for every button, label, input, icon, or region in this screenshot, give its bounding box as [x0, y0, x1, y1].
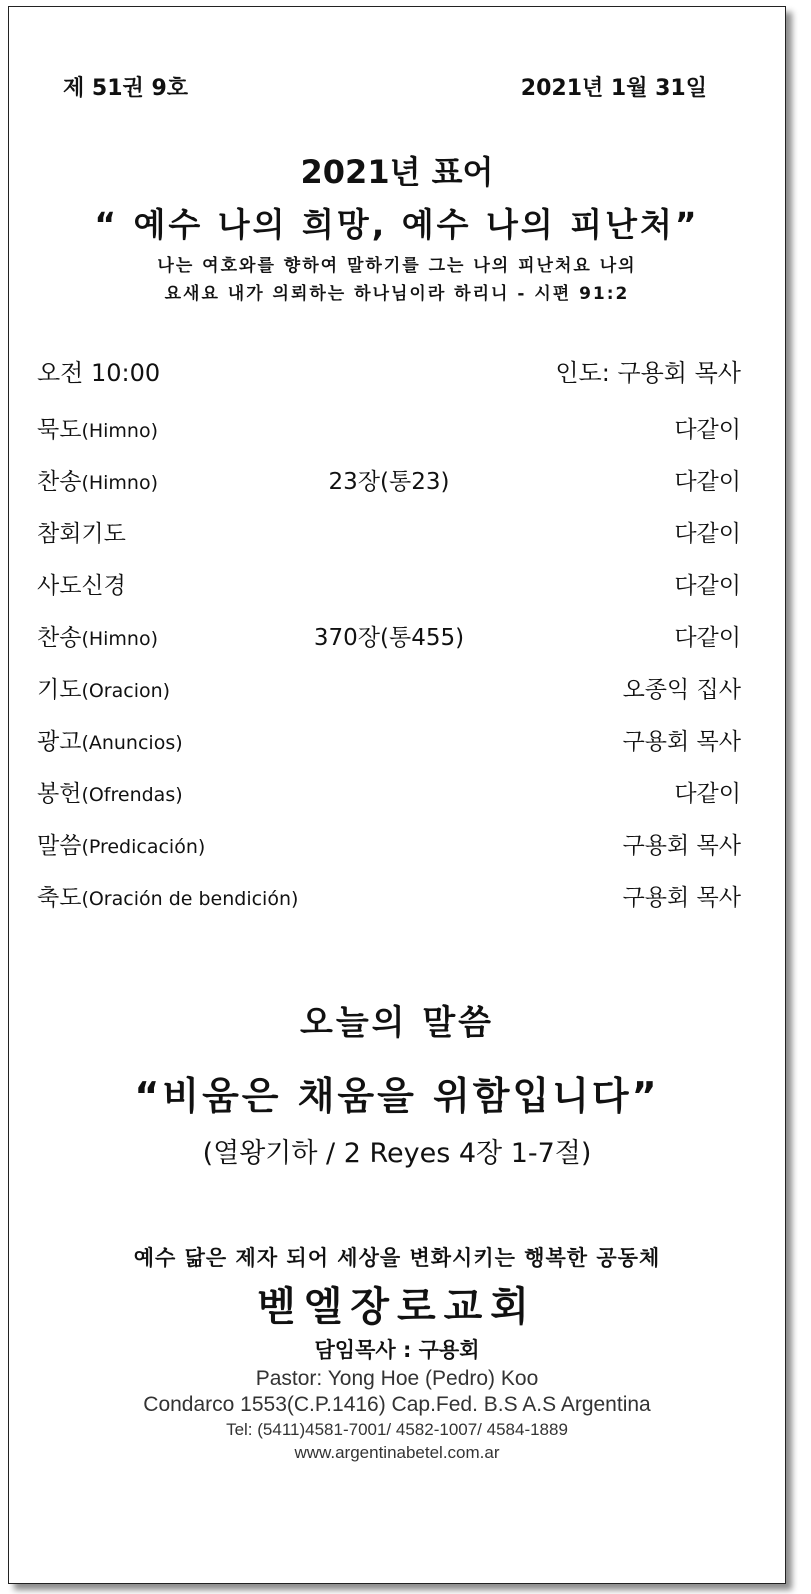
senior-pastor: 담임목사 : 구용회: [314, 1338, 480, 1362]
order-row: [37, 411, 741, 443]
service-time: 오전 10:00: [37, 359, 161, 387]
order-item-name: 말씀(Predicación): [37, 833, 206, 859]
bulletin-page: [8, 6, 786, 1584]
order-item-name: 참회기도: [37, 521, 126, 547]
order-item-person: 다같이: [674, 625, 741, 651]
order-item-hymn: 370장(통455): [313, 625, 465, 651]
church-address: Condarco 1553(C.P.1416) Cap.Fed. B.S A.S Argentina: [143, 1393, 651, 1416]
pastor-name-english: Pastor: Yong Hoe (Pedro) Koo: [255, 1367, 539, 1390]
volume-number: 제 51권 9호: [63, 76, 188, 101]
order-row: [37, 463, 741, 495]
order-item-name: 찬송(Himno): [37, 625, 159, 651]
church-telephone: Tel: (5411)4581-7001/ 4582-1007/ 4584-1889: [226, 1420, 568, 1439]
order-row: [37, 775, 741, 807]
order-row: [37, 827, 741, 859]
church-vision: 예수 닮은 제자 되어 세상을 변화시키는 행복한 공동체: [133, 1246, 661, 1270]
order-item-person: 구용회 목사: [622, 885, 741, 911]
motto-text: “ 예수 나의 희망, 예수 나의 피난처”: [94, 205, 700, 244]
order-item-person: 다같이: [674, 521, 741, 547]
order-item-name: 봉헌(Ofrendas): [37, 781, 183, 807]
order-item-person: 다같이: [674, 469, 741, 495]
church-website: www.argentinabetel.com.ar: [294, 1443, 500, 1462]
bulletin-date: 2021년 1월 31일: [520, 76, 707, 101]
order-item-hymn: 23장(통23): [328, 469, 450, 495]
order-item-person: 다같이: [674, 417, 741, 443]
order-row: [37, 879, 741, 911]
order-row: [37, 619, 741, 651]
sermon-title: “비움은 채움을 위함입니다”: [134, 1074, 660, 1118]
church-name: 벧엘장로교회: [257, 1284, 537, 1330]
order-item-person: 다같이: [674, 573, 741, 599]
order-item-person: 구용회 목사: [622, 729, 741, 755]
order-item-person: 구용회 목사: [622, 833, 741, 859]
order-item-name: 광고(Anuncios): [37, 729, 183, 755]
order-item-name: 기도(Oracion): [37, 677, 171, 703]
order-row: [37, 567, 741, 599]
service-leader: 인도: 구용회 목사: [555, 359, 741, 387]
service-time-row: [37, 353, 741, 385]
order-row: [37, 515, 741, 547]
sermon-reference: (열왕기하 / 2 Reyes 4장 1-7절): [202, 1138, 592, 1169]
order-item-name: 사도신경: [37, 573, 126, 599]
motto-title: 2021년 표어: [300, 153, 494, 191]
motto-verse-line-1: 나는 여호와를 향하여 말하기를 그는 나의 피난처요 나의: [157, 256, 637, 276]
motto-verse-line-2: 요새요 내가 의뢰하는 하나님이라 하리니 - 시편 91:2: [164, 284, 630, 304]
order-row: [37, 723, 741, 755]
order-item-name: 묵도(Himno): [37, 417, 159, 443]
order-item-person: 다같이: [674, 781, 741, 807]
order-item-name: 찬송(Himno): [37, 469, 159, 495]
sermon-heading: 오늘의 말씀: [299, 1003, 495, 1043]
order-item-name: 축도(Oración de bendición): [37, 885, 299, 911]
order-row: [37, 671, 741, 703]
order-item-person: 오종익 집사: [622, 677, 741, 703]
